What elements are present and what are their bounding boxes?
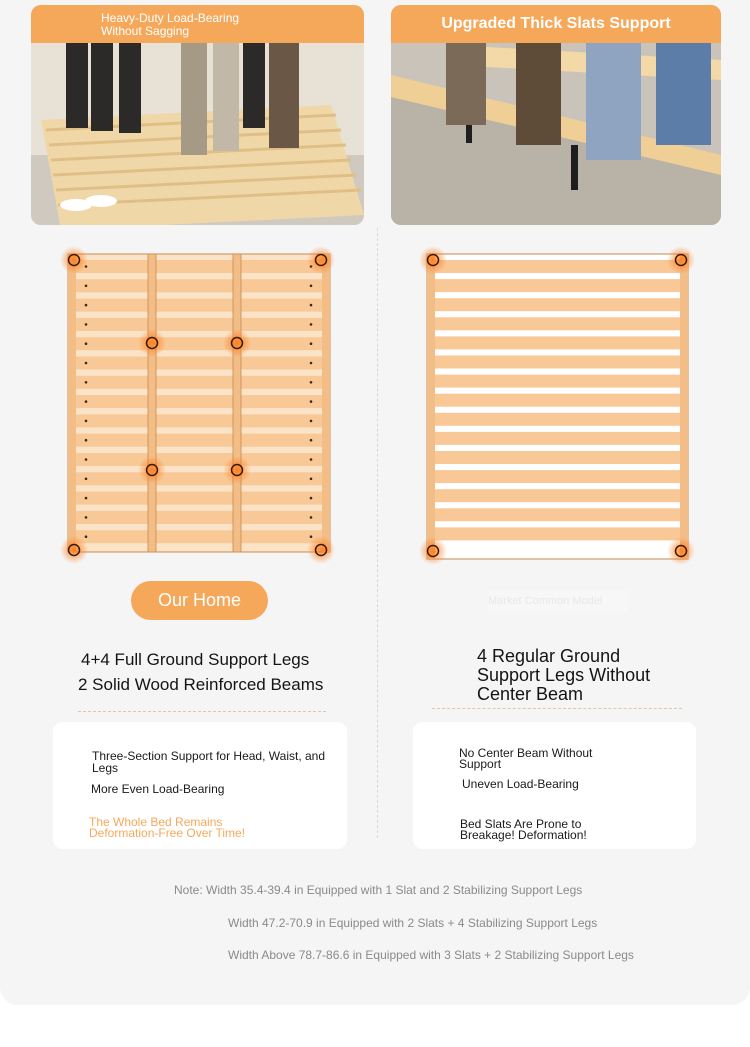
left-heading-legs: 4+4 Full Ground Support Legs bbox=[81, 650, 310, 669]
slat-screw bbox=[85, 342, 88, 345]
left-feature-3: The Whole Bed Remains Deformation-Free Over Time! bbox=[89, 815, 246, 840]
slat-screw bbox=[310, 478, 313, 481]
right-feature-3: Bed Slats Are Prone to Breakage! Deformation! bbox=[460, 817, 587, 842]
market-common-model-badge: Market Common Model bbox=[488, 590, 628, 612]
support-leg-glow bbox=[60, 536, 88, 564]
right-photo-banner bbox=[391, 5, 721, 43]
bed-slat bbox=[76, 414, 322, 427]
right-product-photo bbox=[391, 5, 721, 225]
support-leg-glow bbox=[60, 246, 88, 274]
left-heading-rule bbox=[78, 711, 326, 712]
left-features-card bbox=[53, 722, 347, 849]
slat-screw bbox=[310, 420, 313, 423]
slat-screw bbox=[310, 323, 313, 326]
slat-screw bbox=[310, 304, 313, 307]
bed-slat bbox=[76, 511, 322, 524]
reinforced-frame-diagram bbox=[60, 245, 338, 565]
slat-screw bbox=[310, 458, 313, 461]
slat-screw bbox=[85, 420, 88, 423]
slat-screw bbox=[85, 497, 88, 500]
support-leg-glow bbox=[307, 246, 335, 274]
bed-slat bbox=[76, 318, 322, 331]
support-leg-glow bbox=[419, 537, 447, 565]
right-photo-banner-text: Upgraded Thick Slats Support bbox=[441, 15, 671, 32]
bed-slat bbox=[435, 375, 680, 388]
support-leg-glow bbox=[667, 537, 695, 565]
bed-slat bbox=[435, 508, 680, 521]
bed-slat bbox=[76, 279, 322, 292]
left-product-photo bbox=[31, 5, 364, 225]
right-feature-1: No Center Beam Without Support bbox=[459, 746, 593, 771]
slat-screw bbox=[310, 400, 313, 403]
bed-slat bbox=[76, 492, 322, 505]
slat-screw bbox=[310, 535, 313, 538]
size-note-2: Width 47.2-70.9 in Equipped with 2 Slats + 4 Stabilizing Support Legs bbox=[228, 916, 598, 930]
bed-slat bbox=[76, 376, 322, 389]
right-features-card bbox=[413, 722, 696, 849]
left-photo-banner bbox=[31, 5, 364, 43]
support-leg-glow bbox=[667, 246, 695, 274]
slat-screw bbox=[85, 535, 88, 538]
bed-slat bbox=[435, 260, 680, 273]
frame-rail-left bbox=[68, 254, 76, 552]
slat-screw bbox=[310, 439, 313, 442]
support-leg-glow bbox=[307, 536, 335, 564]
slat-screw bbox=[85, 400, 88, 403]
bed-slat bbox=[435, 356, 680, 369]
right-heading: 4 Regular Ground Support Legs Without Center Beam bbox=[477, 646, 651, 704]
slat-screw bbox=[85, 458, 88, 461]
center-beam-1 bbox=[148, 254, 156, 552]
slat-screw bbox=[310, 497, 313, 500]
support-leg-glow bbox=[419, 246, 447, 274]
center-divider bbox=[377, 228, 378, 838]
bed-slat bbox=[435, 432, 680, 445]
left-heading-beams: 2 Solid Wood Reinforced Beams bbox=[78, 675, 324, 694]
slat-screw bbox=[85, 516, 88, 519]
slat-screw bbox=[85, 381, 88, 384]
slat-screw bbox=[85, 362, 88, 365]
support-leg-glow bbox=[138, 456, 166, 484]
left-feature-2: More Even Load-Bearing bbox=[91, 782, 225, 796]
bed-slat bbox=[76, 530, 322, 543]
slat-screw bbox=[85, 285, 88, 288]
bed-slat bbox=[435, 451, 680, 464]
bed-slat bbox=[435, 317, 680, 330]
bed-slat bbox=[435, 527, 680, 540]
bed-slat bbox=[76, 395, 322, 408]
slat-screw bbox=[310, 362, 313, 365]
bed-slat bbox=[76, 260, 322, 273]
bed-slat bbox=[76, 434, 322, 447]
bed-slat bbox=[435, 394, 680, 407]
bed-slat bbox=[435, 279, 680, 292]
slat-screw bbox=[310, 285, 313, 288]
right-feature-2: Uneven Load-Bearing bbox=[462, 777, 579, 791]
bed-slat bbox=[76, 453, 322, 466]
slat-screw bbox=[85, 323, 88, 326]
bed-slat bbox=[435, 298, 680, 311]
slat-screw bbox=[310, 342, 313, 345]
bed-slat bbox=[435, 489, 680, 502]
regular-frame-diagram bbox=[418, 245, 698, 565]
our-home-badge: Our Home bbox=[131, 581, 268, 620]
bed-slat bbox=[435, 413, 680, 426]
slat-screw bbox=[310, 516, 313, 519]
size-note-1: Note: Width 35.4-39.4 in Equipped with 1 Slat and 2 Stabilizing Support Legs bbox=[174, 883, 583, 897]
bed-slat bbox=[76, 337, 322, 350]
bed-slat bbox=[76, 299, 322, 312]
bed-slat bbox=[76, 472, 322, 485]
frame-rail-right bbox=[680, 254, 688, 559]
support-leg-glow bbox=[138, 329, 166, 357]
bed-slat bbox=[435, 470, 680, 483]
slat-screw bbox=[85, 304, 88, 307]
frame-rail-left bbox=[427, 254, 435, 559]
frame-rail-right bbox=[322, 254, 330, 552]
slat-screw bbox=[310, 381, 313, 384]
support-leg-glow bbox=[223, 456, 251, 484]
right-heading-rule bbox=[432, 708, 682, 709]
center-beam-2 bbox=[233, 254, 241, 552]
bed-slat bbox=[76, 357, 322, 370]
support-leg-glow bbox=[223, 329, 251, 357]
slat-screw bbox=[85, 478, 88, 481]
left-feature-1: Three-Section Support for Head, Waist, and Legs bbox=[92, 749, 326, 775]
left-photo-banner-text: Heavy-Duty Load-Bearing Without Sagging bbox=[101, 11, 240, 38]
slat-screw bbox=[85, 439, 88, 442]
size-note-3: Width Above 78.7-86.6 in Equipped with 3 Slats + 2 Stabilizing Support Legs bbox=[228, 948, 634, 962]
bed-slat bbox=[435, 336, 680, 349]
